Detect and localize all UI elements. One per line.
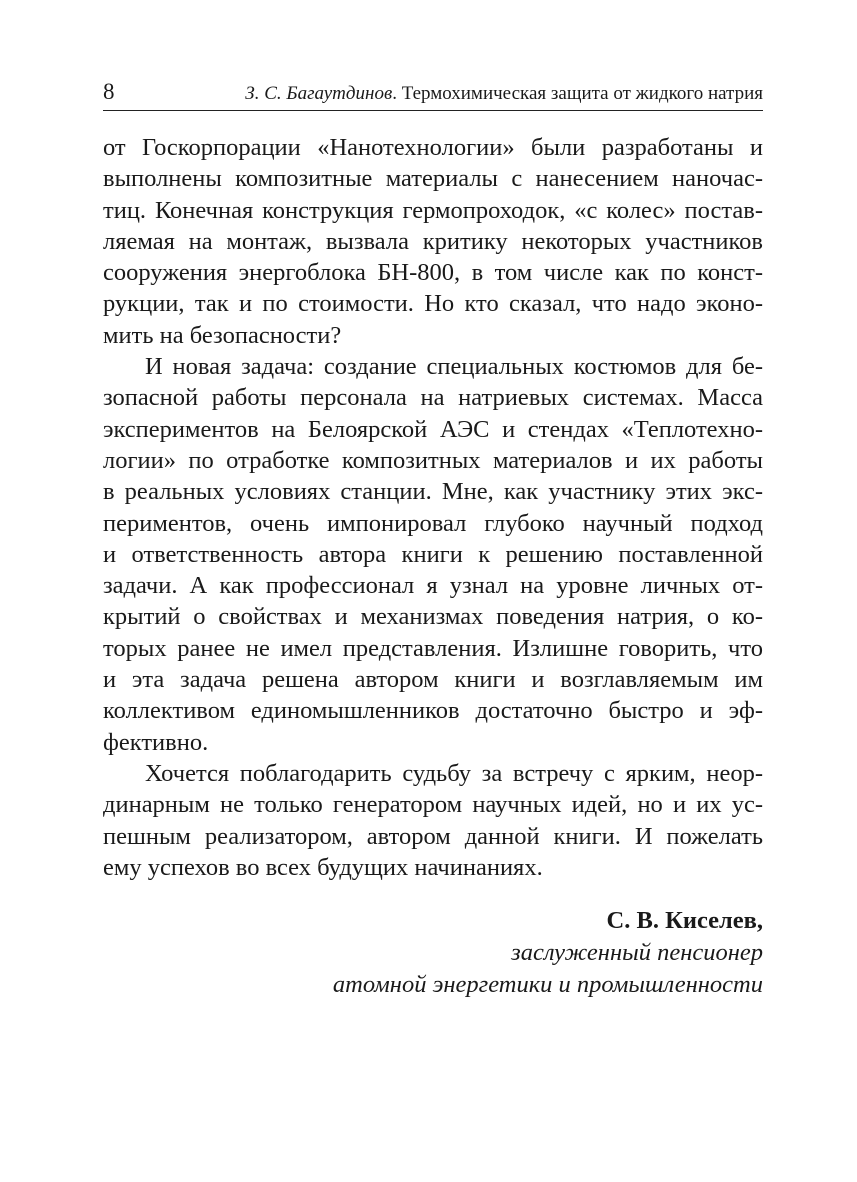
text-line: торых ранее не имел представления. Излишне говорить, что [103,634,763,662]
running-title [245,82,763,106]
paragraph-1 [103,132,763,351]
text-line: пешным реализатором, автором данной книги. И пожелать [103,822,763,850]
paragraph-2 [103,351,763,758]
text-line: динарным не только генератором научных идей, но и их ус- [103,791,763,819]
text-line: экспериментов на Белоярской АЭС и стендах «Теплотехно- [103,415,763,443]
text-line: выполнены композитные материалы с нанесением наночас- [103,165,763,193]
text-line: и эта задача решена автором книги и возглавляемым им [103,666,763,694]
text-line: периментов, очень импонировал глубоко научный подход [103,509,763,537]
signature-block [103,905,763,1001]
text-line: и ответственность автора книги к решению поставленной [103,540,763,568]
text-line: И новая задача: создание специальных костюмов для бе- [145,353,763,381]
paragraph-3 [103,758,763,883]
text-line: крытий о свойствах и механизмах поведения натрия, о ко- [103,603,763,631]
text-line: тиц. Конечная конструкция гермопроходок, «с колес» постав- [103,196,763,224]
signature-role-line-2: атомной энергетики и промышленности [332,971,763,998]
text-line: сооружения энергоблока БН-800, в том числе как по конст- [103,259,763,287]
text-line: мить на безопасности? [103,321,342,349]
text-line: от Госкорпорации «Нанотехнологии» были разработаны и [103,134,763,161]
text-line: ляемая на монтаж, вызвала критику некоторых участников [103,227,763,255]
signature-role-line-1: заслуженный пенсионер [511,939,763,966]
text-line: логии» по отработке композитных материалов и их работы [103,446,763,474]
signature-name: С. В. Киселев, [606,907,763,934]
text-line: фективно. [103,728,209,756]
text-line: рукции, так и по стоимости. Но кто сказал, что надо эконо- [103,290,763,318]
running-head [103,78,763,111]
running-head-book-title: . Термохимическая защита от жидкого натрия [392,83,763,104]
text-line: коллективом единомышленников достаточно быстро и эф- [103,697,763,725]
running-head-author: З. С. Багаутдинов [245,83,393,104]
text-line: ему успехов во всех будущих начинаниях. [103,853,543,881]
page-number: 8 [103,79,115,104]
text-line: зопасной работы персонала на натриевых системах. Масса [103,384,763,412]
text-line: задачи. А как профессионал я узнал на уровне личных от- [103,572,763,600]
text-line: в реальных условиях станции. Мне, как участнику этих экс- [103,478,763,506]
body-text [103,132,763,883]
text-line: Хочется поблагодарить судьбу за встречу с ярким, неор- [145,759,763,787]
